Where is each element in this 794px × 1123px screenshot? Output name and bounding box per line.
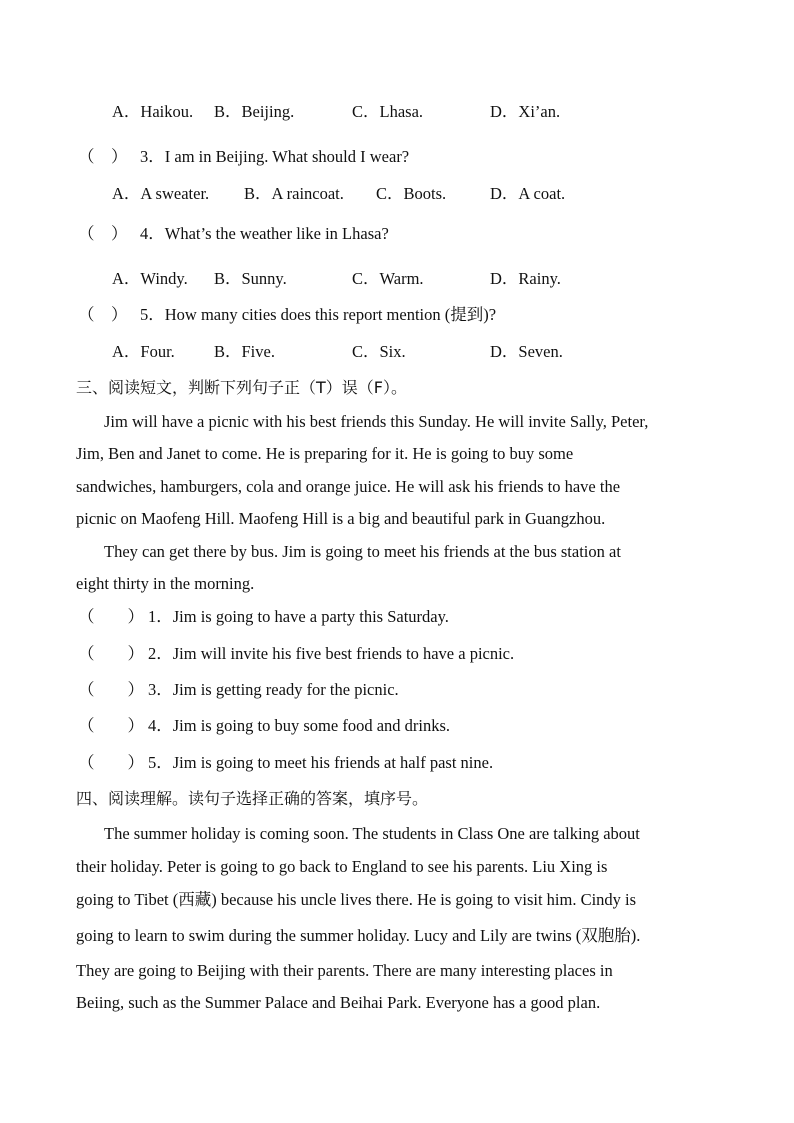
answer-bracket[interactable]: （ ） bbox=[78, 607, 144, 626]
q3-option-a: A．A sweater. bbox=[112, 184, 210, 203]
q4-option-a: A．Windy. bbox=[112, 269, 188, 288]
passage-line: sandwiches, hamburgers, cola and orange juice. He will ask his friends to have the bbox=[76, 477, 621, 496]
section-heading: 三、阅读短文，判断下列句子正（T）误（F）。 bbox=[76, 378, 407, 397]
passage-line: eight thirty in the morning. bbox=[76, 574, 255, 593]
passage-line: They are going to Beijing with their parents. There are many interesting places in bbox=[76, 961, 613, 980]
passage-line: going to learn to swim during the summer holiday. Lucy and Lily are twins (双胞胎). bbox=[76, 926, 641, 945]
answer-bracket[interactable]: （ ） bbox=[78, 680, 144, 699]
passage-line: The summer holiday is coming soon. The students in Class One are talking about bbox=[104, 824, 640, 843]
q5-option-a: A．Four. bbox=[112, 342, 175, 361]
answer-bracket[interactable]: （ ） bbox=[78, 753, 144, 772]
q5-option-b: B．Five. bbox=[214, 342, 275, 361]
q4-option-c: C．Warm. bbox=[352, 269, 424, 288]
q4-option-d: D．Rainy. bbox=[490, 269, 561, 288]
statement-text: 1．Jim is going to have a party this Saturday. bbox=[148, 607, 449, 626]
passage-line: Jim, Ben and Janet to come. He is preparing for it. He is going to buy some bbox=[76, 444, 574, 463]
q3-option-d: D．A coat. bbox=[490, 184, 566, 203]
answer-bracket[interactable]: （ ） bbox=[78, 305, 128, 324]
answer-bracket[interactable]: （ ） bbox=[78, 224, 128, 243]
statement-text: 5．Jim is going to meet his friends at half past nine. bbox=[148, 753, 494, 772]
q2-option-a: A．Haikou. bbox=[112, 102, 194, 121]
section-heading: 四、阅读理解。读句子选择正确的答案，填序号。 bbox=[76, 789, 429, 808]
question-text: 3．I am in Beijing. What should I wear? bbox=[140, 147, 410, 166]
statement-text: 2．Jim will invite his five best friends to have a picnic. bbox=[148, 644, 515, 663]
passage-line: Jim will have a picnic with his best friends this Sunday. He will invite Sally, Peter, bbox=[104, 412, 649, 431]
passage-line: going to Tibet (西藏) because his uncle lives there. He is going to visit him. Cindy is bbox=[76, 890, 637, 909]
statement-text: 3．Jim is getting ready for the picnic. bbox=[148, 680, 399, 699]
q3-option-c: C．Boots. bbox=[376, 184, 447, 203]
q5-option-d: D．Seven. bbox=[490, 342, 563, 361]
q2-option-d: D．Xi’an. bbox=[490, 102, 561, 121]
answer-bracket[interactable]: （ ） bbox=[78, 147, 128, 166]
answer-bracket[interactable]: （ ） bbox=[78, 644, 144, 663]
statement-text: 4．Jim is going to buy some food and drinks. bbox=[148, 716, 451, 735]
passage-line: Beiing, such as the Summer Palace and Beihai Park. Everyone has a good plan. bbox=[76, 993, 601, 1012]
question-text: 4．What’s the weather like in Lhasa? bbox=[140, 224, 389, 243]
q2-option-b: B．Beijing. bbox=[214, 102, 295, 121]
q4-option-b: B．Sunny. bbox=[214, 269, 287, 288]
answer-bracket[interactable]: （ ） bbox=[78, 716, 144, 735]
q5-option-c: C．Six. bbox=[352, 342, 406, 361]
question-text: 5．How many cities does this report mention (提到)? bbox=[140, 305, 497, 324]
passage-line: picnic on Maofeng Hill. Maofeng Hill is a big and beautiful park in Guangzhou. bbox=[76, 509, 606, 528]
passage-line: They can get there by bus. Jim is going to meet his friends at the bus station at bbox=[104, 542, 621, 561]
q2-option-c: C．Lhasa. bbox=[352, 102, 424, 121]
q3-option-b: B．A raincoat. bbox=[244, 184, 344, 203]
passage-line: their holiday. Peter is going to go back to England to see his parents. Liu Xing is bbox=[76, 857, 608, 876]
